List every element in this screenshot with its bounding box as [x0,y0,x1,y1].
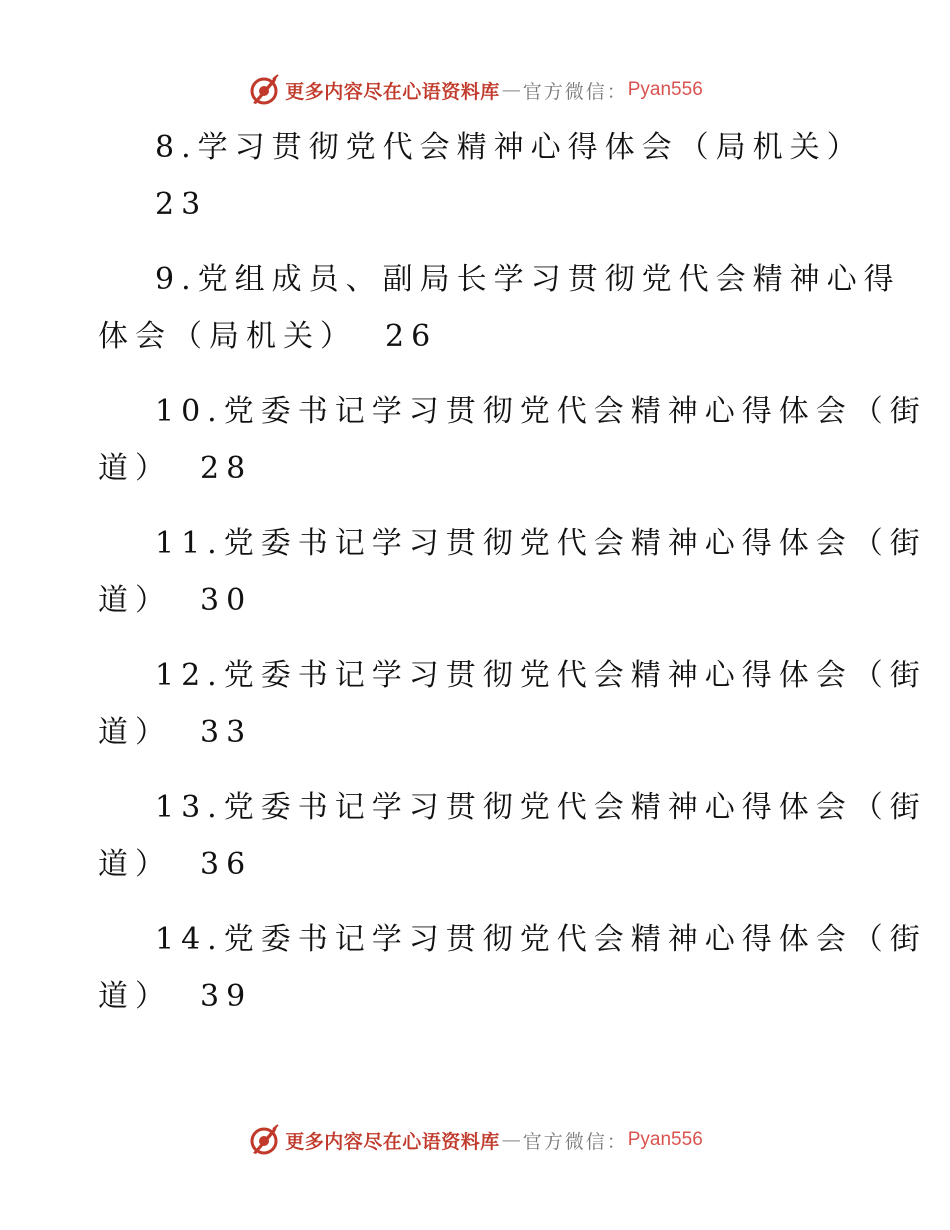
toc-item-8-line1: 8.学习贯彻党代会精神心得体会（局机关） [155,130,864,165]
site-name-text: 更多内容尽在心语资料库 [285,1130,500,1153]
toc-item-13-text: 道） [98,847,172,882]
toc-item-11-text: 道） [98,583,172,618]
banner-separator: — [501,1129,521,1151]
toc-item-10-line2 [98,451,252,487]
toc-item-14-page: 39 [200,979,253,1014]
toc-item-12-line2 [98,715,252,751]
toc-item-12-line1: 12.党委书记学习贯彻党代会精神心得体会（街 [155,658,927,693]
quill-pen-logo-icon [247,1123,281,1157]
toc-item-10-page: 28 [200,451,253,486]
toc-item-10-text: 道） [98,451,172,486]
toc-item-8-page: 23 [155,187,208,222]
toc-item-9-text: 体会（局机关） [98,319,357,354]
toc-item-12-text: 道） [98,715,172,750]
wechat-label: 官方微信： [522,1130,628,1153]
site-name-text: 更多内容尽在心语资料库 [285,80,500,103]
wechat-label: 官方微信： [522,80,628,103]
wechat-id: Pyan556 [627,79,703,100]
toc-item-9-line1: 9.党组成员、副局长学习贯彻党代会精神心得 [155,262,901,297]
toc-item-11-line1: 11.党委书记学习贯彻党代会精神心得体会（街 [155,526,927,561]
toc-item-14-text: 道） [98,979,172,1014]
wechat-id: Pyan556 [627,1129,703,1150]
toc-item-9-line2 [98,319,437,355]
toc-item-11-page: 30 [200,583,253,618]
toc-item-11-line2 [98,583,252,619]
footer-watermark-banner [0,1120,950,1160]
toc-item-10-line1: 10.党委书记学习贯彻党代会精神心得体会（街 [155,394,927,429]
toc-item-13-line2 [98,847,252,883]
toc-item-12-page: 33 [200,715,253,750]
banner-separator: — [501,79,521,101]
toc-item-13-line1: 13.党委书记学习贯彻党代会精神心得体会（街 [155,790,927,825]
toc-item-9-page: 26 [385,319,438,354]
toc-item-13-page: 36 [200,847,253,882]
toc-item-14-line1: 14.党委书记学习贯彻党代会精神心得体会（街 [155,922,927,957]
toc-item-14-line2 [98,979,252,1015]
